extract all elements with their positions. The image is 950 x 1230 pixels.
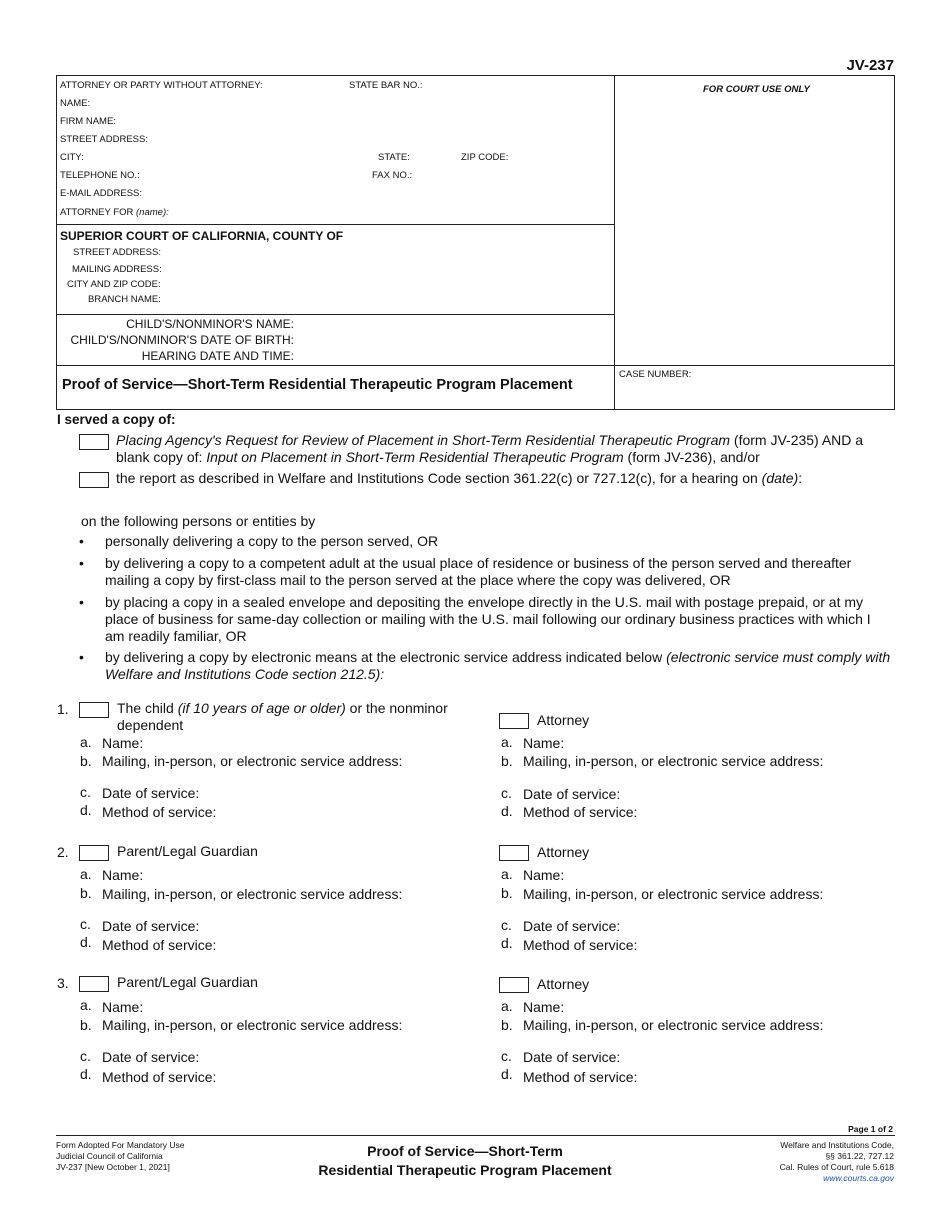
item-letter-a: a.: [501, 866, 513, 882]
item-letter-b: b.: [501, 1017, 513, 1033]
bullet-icon: •: [79, 533, 84, 549]
service-method-personal: personally delivering a copy to the person served, OR: [105, 533, 439, 549]
item-letter-c: c.: [501, 785, 512, 801]
method-field-label: Method of service:: [523, 937, 638, 953]
name-field-label: Name:: [523, 999, 565, 1015]
item-letter-d: d.: [501, 935, 513, 951]
street-address-label: STREET ADDRESS:: [60, 134, 148, 145]
address-field-label: Mailing, in-person, or electronic service address:: [102, 1017, 403, 1033]
court-street-label: STREET ADDRESS:: [73, 247, 161, 258]
attorney-label: Attorney: [537, 844, 590, 860]
option2-text: the report as described in Welfare and Institutions Code section 361.22(c) or 727.12(c), for a hearing on (date):: [116, 470, 803, 486]
option1-line1: Placing Agency's Request for Review of Placement in Short-Term Residential Therapeutic Program (form JV-235) AND a: [116, 432, 864, 448]
attorney-label: Attorney: [537, 712, 590, 728]
footer-title: Proof of Service—Short-Term Residential Therapeutic Program Placement: [318, 1143, 612, 1178]
item-letter-c: c.: [80, 784, 91, 800]
entry3-number: 3.: [57, 975, 69, 991]
entry2-label: Parent/Legal Guardian: [117, 843, 258, 859]
address-field-label: Mailing, in-person, or electronic service address:: [102, 886, 403, 902]
option2-checkbox[interactable]: [79, 472, 109, 488]
case-number-label: CASE NUMBER:: [619, 369, 692, 380]
bullet-icon: •: [79, 649, 84, 665]
footer-left: Form Adopted For Mandatory Use Judicial Council of California JV-237 [New October 1, 2021]: [56, 1140, 185, 1172]
item-letter-b: b.: [501, 885, 513, 901]
address-field-label: Mailing, in-person, or electronic service address:: [523, 753, 824, 769]
name-field-label: Name:: [523, 867, 565, 883]
entry2-checkbox[interactable]: [79, 845, 109, 861]
item-letter-a: a.: [80, 734, 92, 750]
zip-code-label: ZIP CODE:: [461, 152, 509, 163]
item-letter-a: a.: [501, 734, 513, 750]
fax-label: FAX NO.:: [372, 170, 413, 181]
court-mailing-label: MAILING ADDRESS:: [72, 264, 162, 275]
attorney-for-label: ATTORNEY FOR (name):: [60, 207, 169, 218]
date-field-label: Date of service:: [102, 1049, 200, 1065]
item-letter-d: d.: [501, 803, 513, 819]
court-branch-label: BRANCH NAME:: [88, 294, 161, 305]
city-label: CITY:: [60, 152, 84, 163]
item-letter-b: b.: [80, 1017, 92, 1033]
court-city-label: CITY AND ZIP CODE:: [67, 279, 161, 290]
method-field-label: Method of service:: [102, 1069, 217, 1085]
page-number: Page 1 of 2: [848, 1124, 893, 1134]
date-field-label: Date of service:: [523, 1049, 621, 1065]
court-title: SUPERIOR COURT OF CALIFORNIA, COUNTY OF: [60, 229, 344, 243]
entry1-label-line2: dependent: [117, 717, 184, 733]
court-use-label: FOR COURT USE ONLY: [703, 84, 810, 95]
entry1-number: 1.: [57, 701, 69, 717]
entry3-checkbox[interactable]: [79, 976, 109, 992]
date-field-label: Date of service:: [102, 918, 200, 934]
footer-divider: [56, 1135, 895, 1136]
hearing-label: HEARING DATE AND TIME:: [141, 349, 294, 363]
bullet-icon: •: [79, 594, 84, 610]
attorney-label: Attorney: [537, 976, 590, 992]
address-field-label: Mailing, in-person, or electronic service address:: [523, 1017, 824, 1033]
item-letter-c: c.: [501, 917, 512, 933]
firm-name-label: FIRM NAME:: [60, 116, 116, 127]
footer-right: Welfare and Institutions Code, §§ 361.22, 727.12 Cal. Rules of Court, rule 5.618 www.courts.ca.gov: [779, 1140, 894, 1183]
persons-intro: on the following persons or entities by: [81, 513, 316, 529]
entry3-attorney-checkbox[interactable]: [499, 977, 529, 993]
state-bar-label: STATE BAR NO.:: [349, 80, 423, 91]
served-heading: I served a copy of:: [57, 412, 176, 427]
item-letter-a: a.: [80, 866, 92, 882]
method-field-label: Method of service:: [102, 804, 217, 820]
item-letter-c: c.: [501, 1048, 512, 1064]
bullet-icon: •: [79, 555, 84, 571]
courts-website-link[interactable]: www.courts.ca.gov: [823, 1173, 894, 1183]
item-letter-d: d.: [80, 934, 92, 950]
item-letter-d: d.: [80, 1066, 92, 1082]
child-name-label: CHILD'S/NONMINOR'S NAME:: [126, 317, 294, 331]
option1-checkbox[interactable]: [79, 434, 109, 450]
form-number: JV-237: [846, 57, 894, 74]
email-label: E-MAIL ADDRESS:: [60, 188, 143, 199]
item-letter-c: c.: [80, 1048, 91, 1064]
item-letter-d: d.: [80, 802, 92, 818]
option1-line2: blank copy of: Input on Placement in Short-Term Residential Therapeutic Program (form JV-236), and/or: [116, 449, 760, 465]
entry1-attorney-checkbox[interactable]: [499, 713, 529, 729]
address-field-label: Mailing, in-person, or electronic service address:: [523, 886, 824, 902]
date-field-label: Date of service:: [102, 785, 200, 801]
method-field-label: Method of service:: [102, 937, 217, 953]
item-letter-b: b.: [80, 753, 92, 769]
service-method-mail: by placing a copy in a sealed envelope and depositing the envelope directly in the U.S. mail with postage prepaid, or at my place of business for same-day collection or mailing with the U.S. mail following our ordinary business practices with which I am readily familiar, OR: [105, 594, 871, 644]
entry1-checkbox[interactable]: [79, 702, 109, 718]
item-letter-c: c.: [80, 916, 91, 932]
name-field-label: Name:: [102, 867, 144, 883]
entry3-label: Parent/Legal Guardian: [117, 974, 258, 990]
name-field-label: Name:: [102, 735, 144, 751]
telephone-label: TELEPHONE NO.:: [60, 170, 140, 181]
item-letter-b: b.: [80, 885, 92, 901]
service-method-electronic: by delivering a copy by electronic means at the electronic service address indicated below (electronic service must comply with Welfare and Institutions Code section 212.5):: [105, 649, 891, 682]
date-field-label: Date of service:: [523, 786, 621, 802]
state-label: STATE:: [378, 152, 410, 163]
address-field-label: Mailing, in-person, or electronic service address:: [102, 753, 403, 769]
date-field-label: Date of service:: [523, 918, 621, 934]
item-letter-d: d.: [501, 1066, 513, 1082]
form-title: Proof of Service—Short-Term Residential Therapeutic Program Placement: [62, 377, 573, 393]
entry2-attorney-checkbox[interactable]: [499, 845, 529, 861]
item-letter-a: a.: [80, 997, 92, 1013]
entry1-label-line1: The child (if 10 years of age or older) or the nonminor: [117, 700, 448, 716]
item-letter-b: b.: [501, 753, 513, 769]
entry2-number: 2.: [57, 844, 69, 860]
service-method-substitute: by delivering a copy to a competent adult at the usual place of residence or business of the person served and thereafter mailing a copy by first-class mail to the person served at the place where the copy was delivered, OR: [105, 555, 852, 588]
name-field-label: Name:: [102, 999, 144, 1015]
item-letter-a: a.: [501, 998, 513, 1014]
method-field-label: Method of service:: [523, 1069, 638, 1085]
method-field-label: Method of service:: [523, 804, 638, 820]
name-field-label: Name:: [523, 735, 565, 751]
attorney-label: ATTORNEY OR PARTY WITHOUT ATTORNEY:: [60, 80, 263, 91]
child-dob-label: CHILD'S/NONMINOR'S DATE OF BIRTH:: [70, 333, 294, 347]
name-label: NAME:: [60, 98, 91, 109]
